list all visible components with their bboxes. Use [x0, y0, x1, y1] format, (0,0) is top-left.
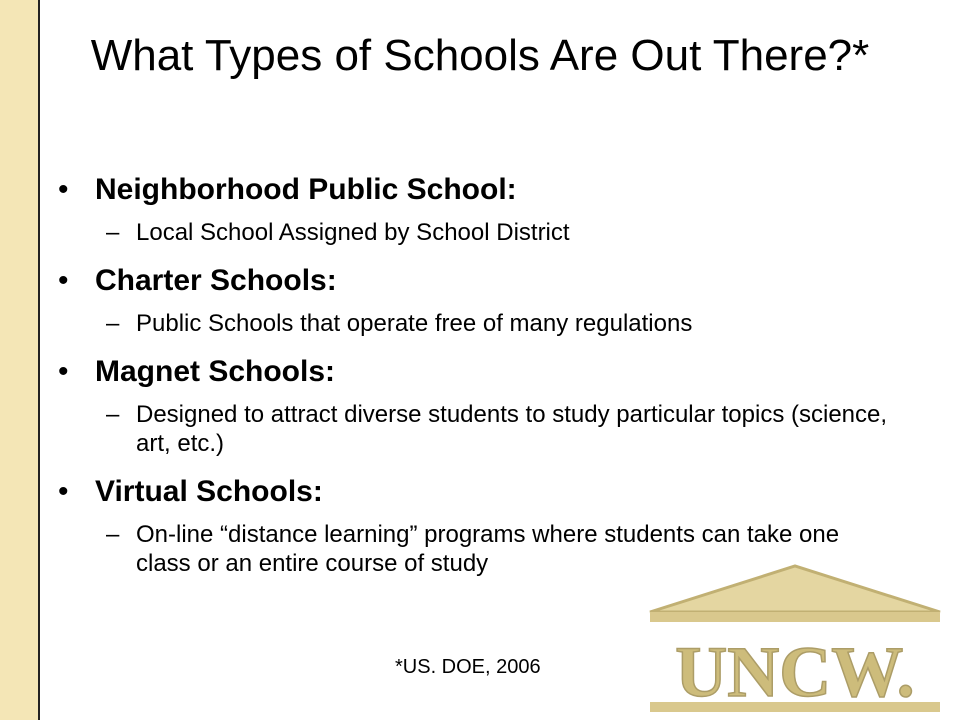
dash-icon: –: [106, 521, 120, 548]
bullet-heading: Neighborhood Public School:: [95, 173, 517, 206]
bullet-icon: •: [58, 264, 69, 297]
bullet-heading-row: [58, 470, 898, 514]
left-decorative-strip: [0, 0, 40, 720]
uncw-logo: [630, 560, 960, 720]
sub-bullet-text: Local School Assigned by School District: [136, 219, 570, 246]
sub-bullet-row: [106, 400, 898, 458]
logo-wordmark: UNCW.: [675, 632, 915, 712]
sub-bullet-row: [106, 309, 898, 338]
bullet-list: [58, 168, 898, 578]
slide-title: What Types of Schools Are Out There?*: [90, 31, 870, 80]
columned-building-icon: [630, 560, 960, 720]
list-item: [58, 259, 898, 338]
bullet-heading: Virtual Schools:: [95, 475, 323, 508]
bullet-heading: Charter Schools:: [95, 264, 337, 297]
list-item: [58, 350, 898, 458]
footnote: *US. DOE, 2006: [395, 656, 541, 678]
sub-bullet-text: Public Schools that operate free of many regulations: [136, 310, 693, 337]
bullet-heading: Magnet Schools:: [95, 355, 336, 388]
bullet-icon: •: [58, 355, 69, 388]
bullet-icon: •: [58, 173, 69, 206]
dash-icon: –: [106, 401, 120, 428]
dash-icon: –: [106, 310, 120, 337]
sub-bullet-text: Designed to attract diverse students to study particular topics (science, art, etc.): [136, 401, 888, 457]
list-item: [58, 168, 898, 247]
sub-bullet-text: On-line “distance learning” programs where students can take one class or an entire course of study: [136, 521, 840, 577]
sub-bullet-row: [106, 218, 898, 247]
bullet-heading-row: [58, 350, 898, 394]
bullet-icon: •: [58, 475, 69, 508]
bullet-heading-row: [58, 259, 898, 303]
dash-icon: –: [106, 219, 120, 246]
bullet-heading-row: [58, 168, 898, 212]
